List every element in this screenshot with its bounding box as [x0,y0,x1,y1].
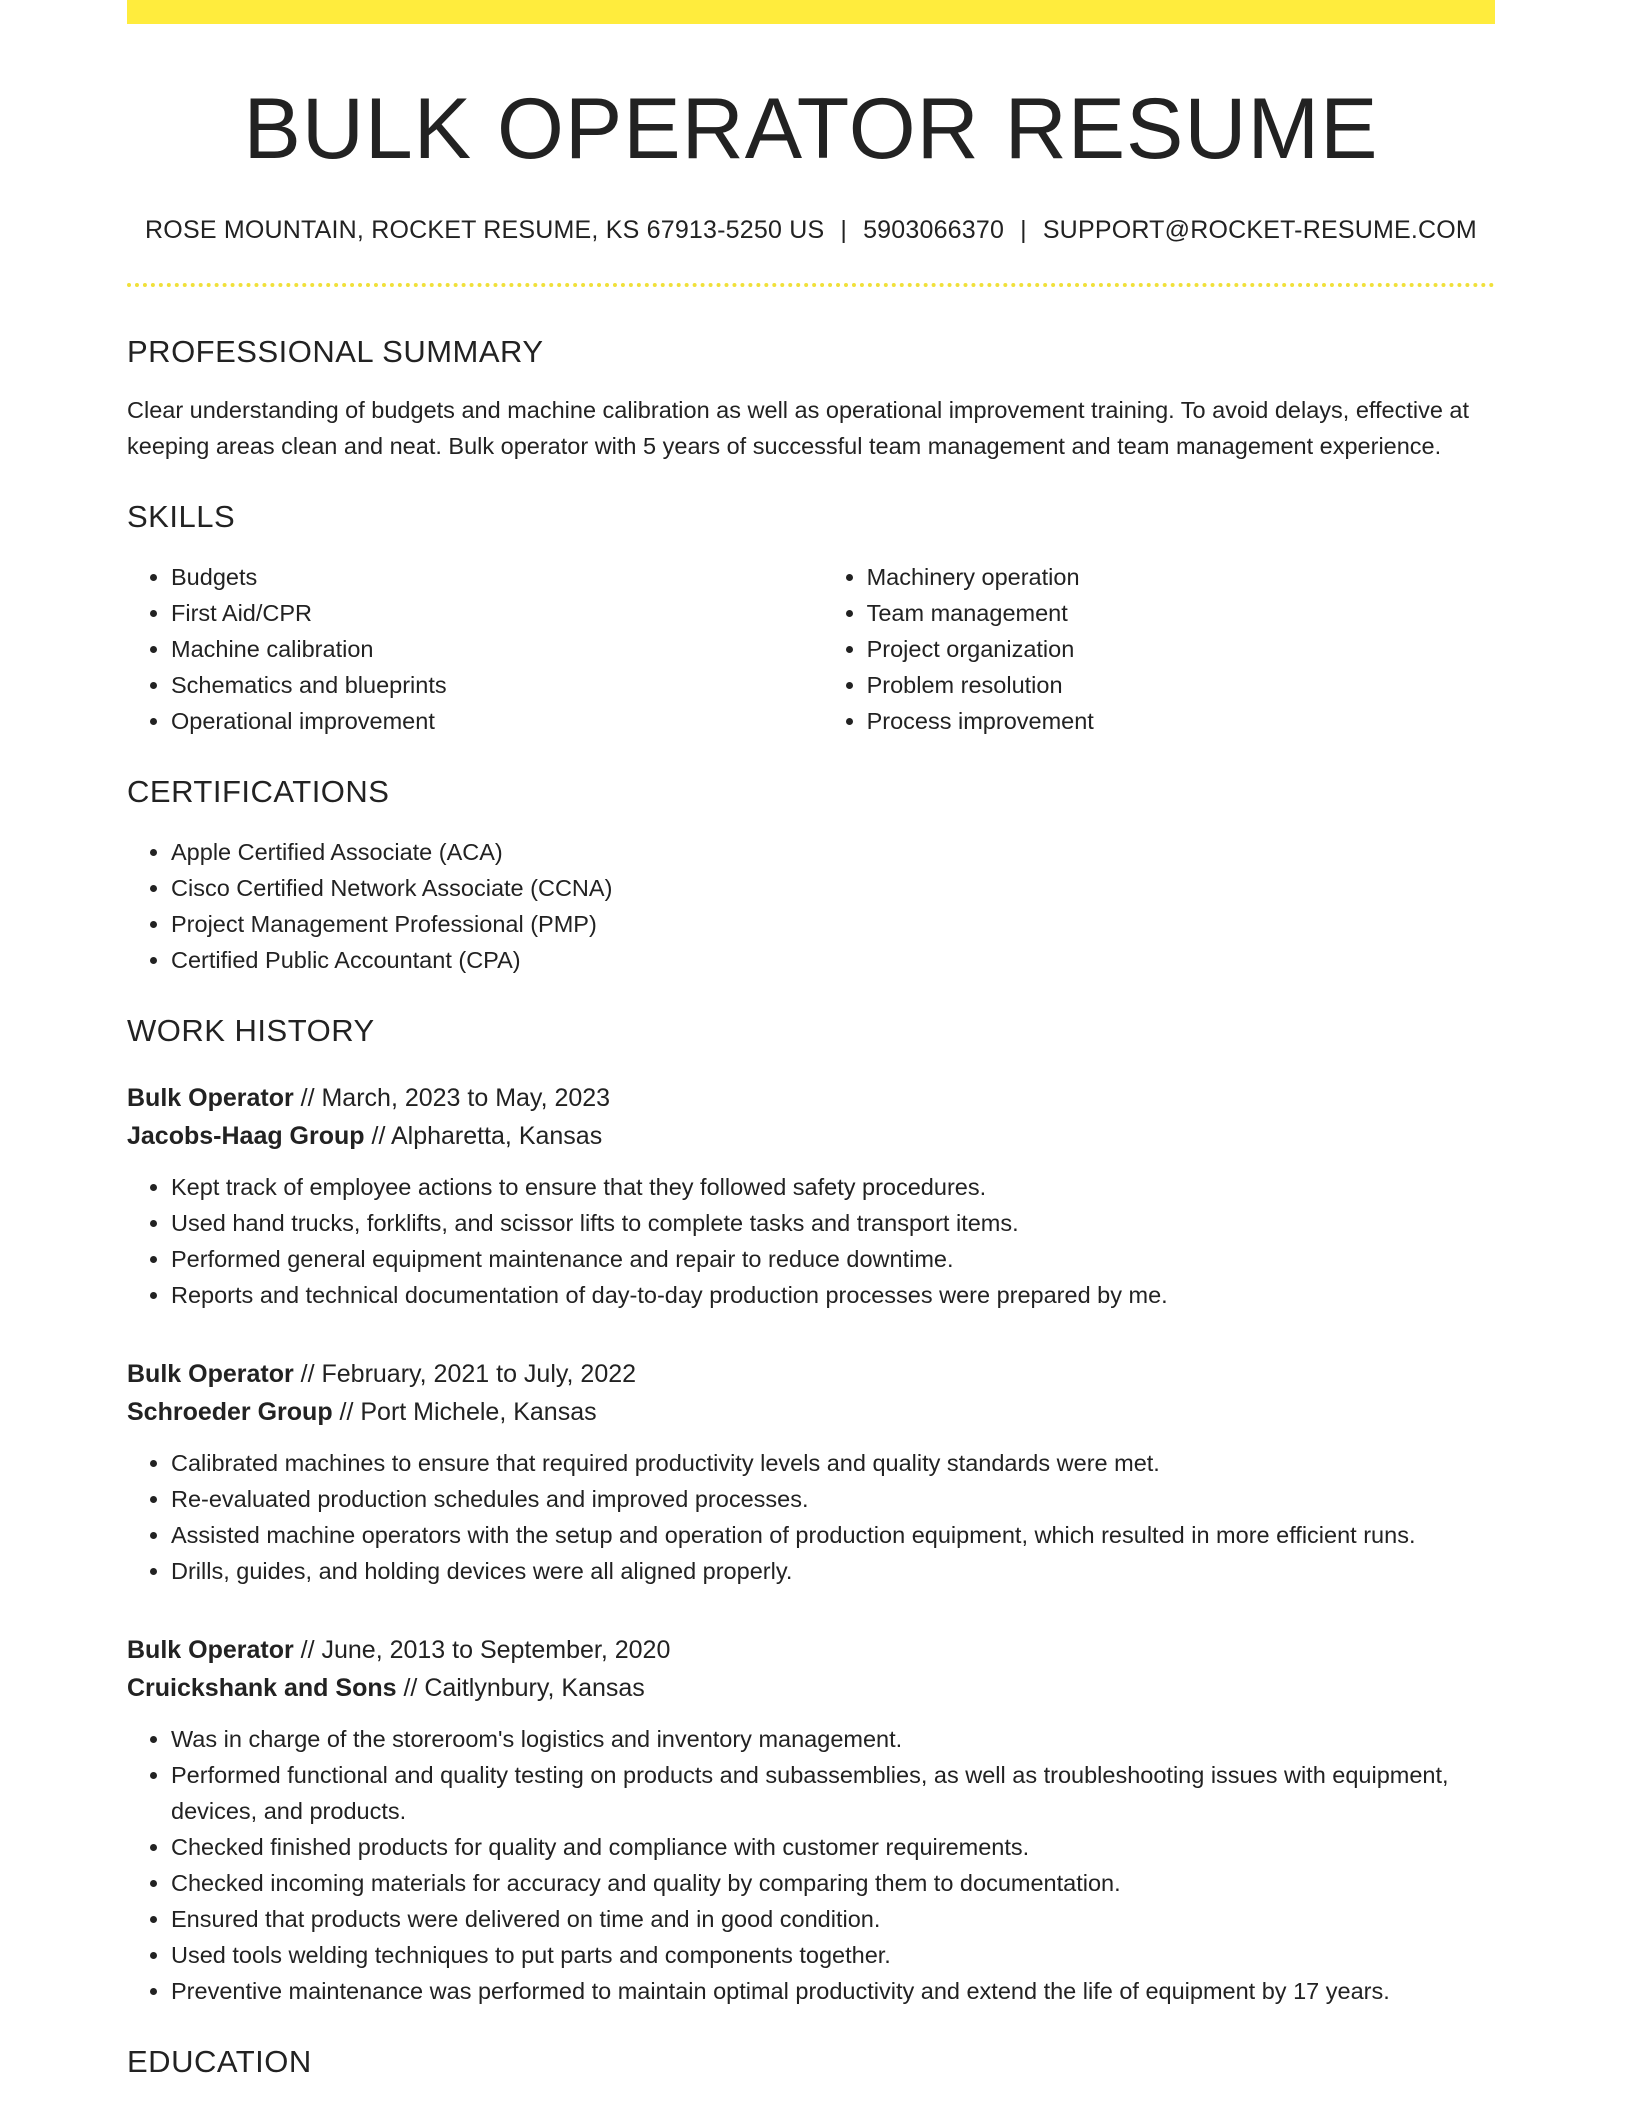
skills-list-right [823,559,1495,739]
job-bullet: • Calibrated machines to ensure that required productivity levels and quality standards were met. [171,1445,1495,1481]
work-history-section [127,1012,1495,2009]
job-bullet: • Reports and technical documentation of day-to-day production processes were prepared by me. [171,1277,1495,1313]
job-bullet: • Checked finished products for quality and compliance with customer requirements. [171,1829,1495,1865]
resume-title: BULK OPERATOR RESUME [243,81,1379,177]
job-dates: // February, 2021 to July, 2022 [293,1360,637,1389]
job-entry [127,1079,1495,1313]
skills-section [127,498,1495,739]
certifications-list [127,834,1495,978]
section-title-work-history: WORK HISTORY [127,1013,375,1049]
certifications-section [127,773,1495,978]
contact-line [127,215,1495,245]
skill-item: • Process improvement [867,703,1495,739]
job-bullet: • Ensured that products were delivered on time and in good condition. [171,1901,1495,1937]
skill-item: • Machinery operation [867,559,1495,595]
job-bullets [127,1445,1495,1589]
job-entry [127,1631,1495,2009]
certification-item: • Apple Certified Associate (ACA) [171,834,1495,870]
certification-item: • Cisco Certified Network Associate (CCNA) [171,870,1495,906]
skill-item: • First Aid/CPR [171,595,823,631]
job-location: // Port Michele, Kansas [332,1398,597,1427]
section-title-skills: SKILLS [127,498,236,534]
contact-separator: | [1020,215,1027,244]
education-section [127,2043,1495,2080]
skill-item: • Operational improvement [171,703,823,739]
certification-item: • Certified Public Accountant (CPA) [171,942,1495,978]
contact-phone[interactable]: 5903066370 [863,215,1005,244]
section-title-education: EDUCATION [127,2044,312,2080]
skills-list-left [127,559,823,739]
job-location: // Caitlynbury, Kansas [396,1674,645,1703]
skill-item: • Machine calibration [171,631,823,667]
job-bullets [127,1169,1495,1313]
job-bullets [127,1721,1495,2009]
job-bullet: • Performed functional and quality testing on products and subassemblies, as well as troubleshooting issues with equipment, devices, and products. [171,1757,1495,1829]
summary-text: Clear understanding of budgets and machine calibration as well as operational improvement training. To avoid delays, effective at keeping areas clean and neat. Bulk operator with 5 years of successful team management and team management experience. [127,396,1470,459]
skill-item: • Problem resolution [867,667,1495,703]
job-title-line [127,1079,1495,1117]
job-bullet: • Assisted machine operators with the setup and operation of production equipment, which resulted in more efficient runs. [171,1517,1495,1553]
job-company: Schroeder Group [127,1398,333,1427]
skill-item: • Schematics and blueprints [171,667,823,703]
job-title-line [127,1355,1495,1393]
resume-content [127,0,1495,2081]
job-location: // Alpharetta, Kansas [364,1122,603,1151]
job-company-line [127,1669,1495,1707]
job-bullet: • Checked incoming materials for accuracy and quality by comparing them to documentation. [171,1865,1495,1901]
job-company: Cruickshank and Sons [127,1674,397,1703]
skill-item: • Project organization [867,631,1495,667]
job-bullet: • Preventive maintenance was performed to maintain optimal productivity and extend the life of equipment by 17 years. [171,1973,1495,2009]
job-company: Jacobs-Haag Group [127,1122,365,1151]
section-title-summary: PROFESSIONAL SUMMARY [127,333,544,369]
job-role: Bulk Operator [127,1360,294,1389]
section-title-certifications: CERTIFICATIONS [127,773,390,809]
job-role: Bulk Operator [127,1636,294,1665]
job-bullet: • Drills, guides, and holding devices were all aligned properly. [171,1553,1495,1589]
job-company-line [127,1393,1495,1431]
contact-separator: | [840,215,848,244]
job-bullet: • Re-evaluated production schedules and improved processes. [171,1481,1495,1517]
accent-top-bar [127,0,1495,24]
job-bullet: • Used tools welding techniques to put parts and components together. [171,1937,1495,1973]
contact-email[interactable]: SUPPORT@ROCKET-RESUME.COM [1042,215,1477,244]
skill-item: • Budgets [171,559,823,595]
job-entry [127,1355,1495,1589]
contact-address: ROSE MOUNTAIN, ROCKET RESUME, KS 67913-5250 US [145,215,825,244]
skill-item: • Team management [867,595,1495,631]
job-bullet: • Used hand trucks, forklifts, and scissor lifts to complete tasks and transport items. [171,1205,1495,1241]
certification-item: • Project Management Professional (PMP) [171,906,1495,942]
job-company-line [127,1117,1495,1155]
job-bullet: • Was in charge of the storeroom's logistics and inventory management. [171,1721,1495,1757]
skills-columns [127,559,1495,739]
job-bullet: • Performed general equipment maintenance and repair to reduce downtime. [171,1241,1495,1277]
job-dates: // March, 2023 to May, 2023 [293,1084,611,1113]
job-role: Bulk Operator [127,1084,294,1113]
job-title-line [127,1631,1495,1669]
job-bullet: • Kept track of employee actions to ensure that they followed safety procedures. [171,1169,1495,1205]
dotted-divider [127,283,1495,287]
job-dates: // June, 2013 to September, 2020 [293,1636,671,1665]
